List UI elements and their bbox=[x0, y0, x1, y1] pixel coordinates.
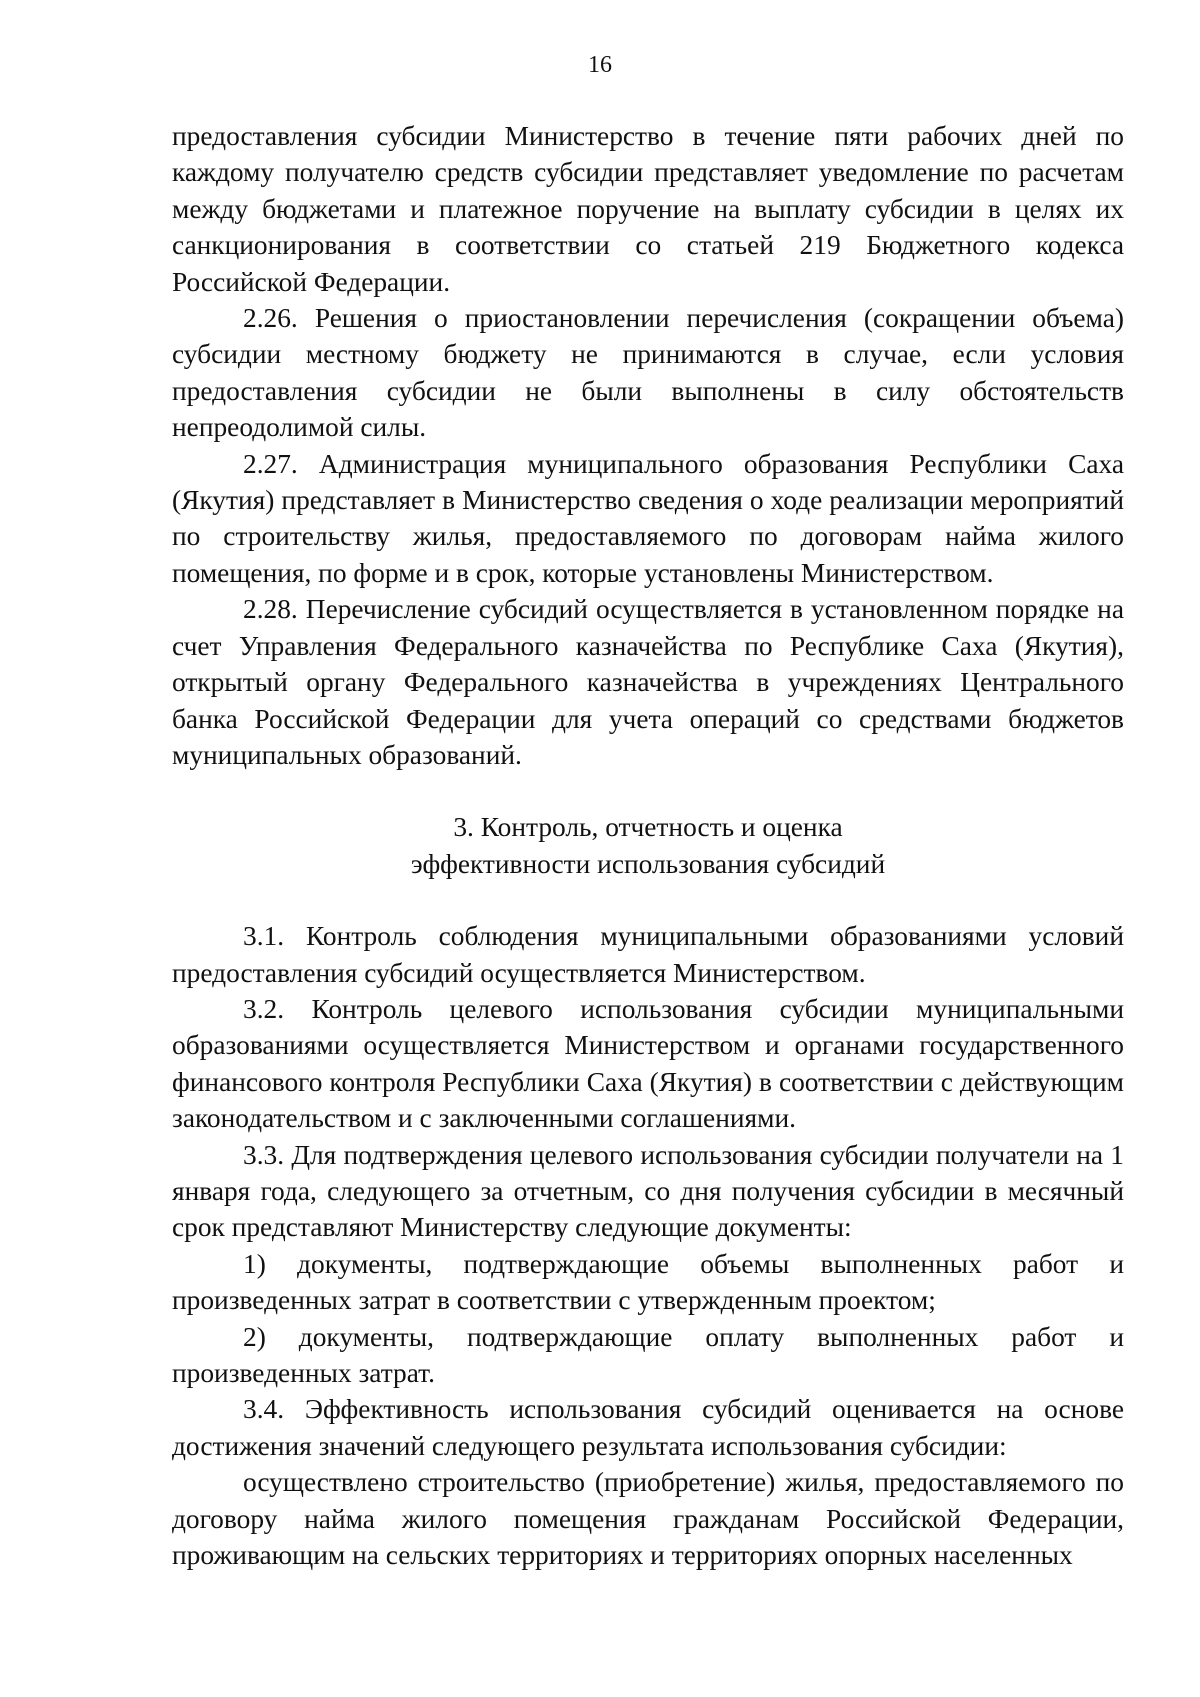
paragraph-3-3: 3.3. Для подтверждения целевого использования субсидии получатели на 1 января года, следующего за отчетным, со дня получения субсидии в месячный срок представляют Министерству следующие документы: bbox=[172, 1139, 1124, 1243]
paragraph-3-2: 3.2. Контроль целевого использования субсидии муниципальными образованиями осуществляется Министерством и органами государственного финансового контроля Республики Саха (Якутия) в соответствии с действующим законодательством и с заключенными соглашениями. bbox=[172, 993, 1124, 1134]
paragraph-continuation: предоставления субсидии Министерство в течение пяти рабочих дней по каждому получателю средств субсидии представляет уведомление по расчетам между бюджетами и платежное поручение на выплату субсидии в целях их санкционирования в соответствии со статьей 219 Бюджетного кодекса Российской Федерации. bbox=[172, 121, 1124, 297]
paragraph-3-1: 3.1. Контроль соблюдения муниципальными образованиями условий предоставления субсидий осуществляется Министерством. bbox=[172, 921, 1124, 988]
paragraphs-before bbox=[172, 118, 1124, 773]
section-heading-line-1: 3. Контроль, отчетность и оценка bbox=[453, 812, 843, 843]
page-number: 16 bbox=[588, 52, 612, 78]
paragraph-3-4: 3.4. Эффективность использования субсидий оценивается на основе достижения значений следующего результата использования субсидии: bbox=[172, 1394, 1124, 1461]
paragraph-2-26: 2.26. Решения о приостановлении перечисления (сокращении объема) субсидии местному бюджету не принимаются в случае, если условия предоставления субсидии не были выполнены в силу обстоятельств непреодолимой силы. bbox=[172, 303, 1124, 443]
section-heading-line-2: эффективности использования субсидий bbox=[410, 848, 886, 879]
paragraphs-after bbox=[172, 918, 1124, 1573]
paragraph-2-27: 2.27. Администрация муниципального образования Республики Саха (Якутия) представляет в Министерство сведения о ходе реализации мероприятий по строительству жилья, предоставляемого по договорам найма жилого помещения, по форме и в срок, которые установлены Министерством. bbox=[172, 448, 1124, 588]
paragraph-result: осуществлено строительство (приобретение) жилья, предоставляемого по договору найма жилого помещения гражданам Российской Федерации, проживающим на сельских территориях и территориях опорных населенных bbox=[172, 1467, 1124, 1571]
section-heading bbox=[172, 809, 1124, 882]
list-item-2: 2) документы, подтверждающие оплату выполненных работ и произведенных затрат. bbox=[172, 1321, 1124, 1388]
document-body bbox=[172, 118, 1124, 1573]
list-item-1: 1) документы, подтверждающие объемы выполненных работ и произведенных затрат в соответствии с утвержденным проектом; bbox=[172, 1248, 1124, 1316]
paragraph-2-28: 2.28. Перечисление субсидий осуществляется в установленном порядке на счет Управления Федерального казначейства по Республике Саха (Якутия), открытый органу Федерального казначейства в учреждениях Центрального банка Российской Федерации для учета операций со средствами бюджетов муниципальных образований. bbox=[172, 594, 1124, 770]
